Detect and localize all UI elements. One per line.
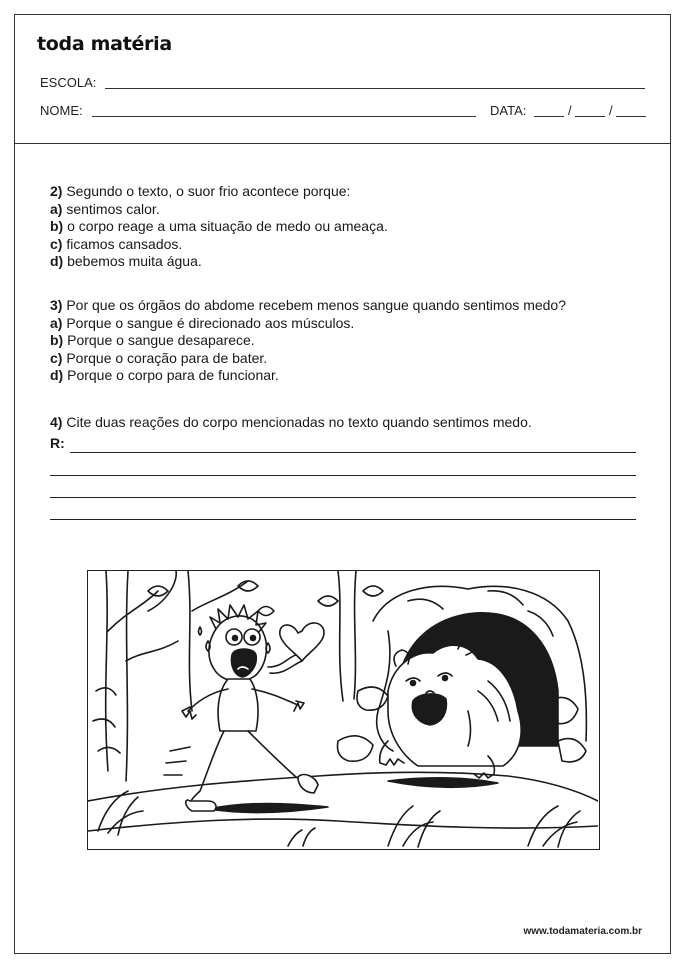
question-stem [50, 297, 650, 315]
question-stem [50, 183, 650, 201]
option-text: ficamos cansados. [66, 235, 183, 252]
illustration-boy-fleeing-bear [87, 570, 600, 850]
answer-label: R: [50, 435, 65, 451]
option-text: o corpo reage a uma situação de medo ou ameaça. [67, 218, 388, 234]
header-divider [15, 143, 670, 144]
brand-logo: toda matéria [37, 33, 172, 55]
school-label: ESCOLA: [40, 75, 97, 90]
option-letter: c) [50, 235, 63, 252]
question-3 [50, 297, 650, 385]
footer-url[interactable]: www.todamateria.com.br [523, 926, 642, 937]
illustration-drawing [88, 571, 598, 848]
question-text: Por que os órgãos do abdome recebem menos sangue quando sentimos medo? [66, 297, 566, 313]
name-label: NOME: [40, 103, 83, 118]
name-field[interactable] [92, 116, 476, 117]
option-text: sentimos calor. [66, 200, 160, 217]
option-d[interactable] [50, 253, 650, 271]
option-a[interactable] [50, 315, 650, 333]
question-2 [50, 183, 650, 271]
answer-line[interactable] [50, 497, 636, 498]
option-letter: a) [50, 200, 63, 217]
option-text: Porque o sangue desaparece. [67, 332, 255, 348]
option-letter: b) [50, 332, 64, 348]
option-letter: b) [50, 218, 64, 234]
question-number: 4) [50, 414, 63, 430]
question-4 [50, 414, 650, 432]
question-text: Segundo o texto, o suor frio acontece porque: [66, 183, 351, 199]
date-day-field[interactable] [534, 116, 564, 117]
option-b[interactable] [50, 332, 650, 350]
option-c[interactable] [50, 236, 650, 254]
option-b[interactable] [50, 218, 650, 236]
question-number: 2) [50, 183, 63, 199]
date-month-field[interactable] [575, 116, 605, 117]
question-number: 3) [50, 297, 63, 313]
option-a[interactable] [50, 201, 650, 219]
option-text: Porque o sangue é direcionado aos músculos. [66, 314, 355, 331]
worksheet-page [14, 14, 671, 954]
option-letter: a) [50, 314, 63, 331]
option-letter: d) [50, 367, 64, 383]
answer-line[interactable] [70, 452, 636, 453]
option-letter: c) [50, 349, 63, 366]
date-label: DATA: [490, 103, 527, 118]
option-text: Porque o corpo para de funcionar. [67, 367, 279, 383]
option-letter: d) [50, 253, 64, 269]
date-separator: / [568, 103, 572, 118]
date-separator: / [609, 103, 613, 118]
option-text: Porque o coração para de bater. [66, 349, 268, 366]
question-text: Cite duas reações do corpo mencionadas no texto quando sentimos medo. [66, 414, 532, 430]
question-stem [50, 414, 650, 432]
answer-line[interactable] [50, 475, 636, 476]
option-text: bebemos muita água. [67, 253, 202, 269]
option-c[interactable] [50, 350, 650, 368]
date-year-field[interactable] [616, 116, 646, 117]
answer-line[interactable] [50, 519, 636, 520]
school-field[interactable] [105, 88, 645, 89]
option-d[interactable] [50, 367, 650, 385]
